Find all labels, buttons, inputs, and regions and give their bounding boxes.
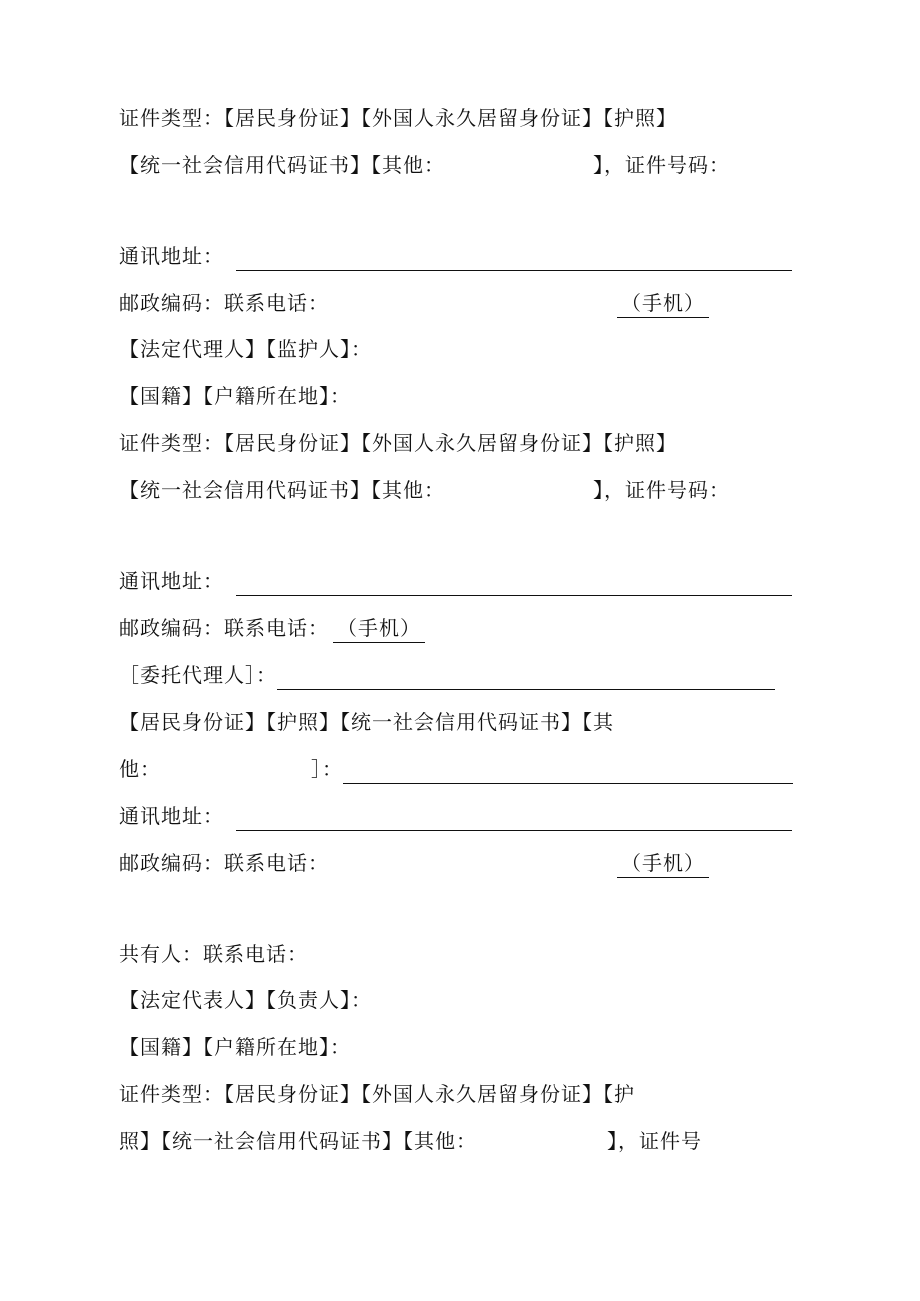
id-type-line-1 bbox=[119, 428, 677, 458]
id-number-label: 】，证件号 bbox=[607, 1129, 702, 1153]
agent-other-label: 他： bbox=[119, 757, 161, 781]
address-field[interactable] bbox=[236, 241, 792, 271]
contact-label: 邮政编码：联系电话： bbox=[119, 616, 329, 640]
other-type-blank[interactable] bbox=[477, 1126, 607, 1156]
id-type-options: 证件类型：【居民身份证】【外国人永久居留身份证】【护 bbox=[119, 1082, 635, 1106]
mobile-field[interactable]: （手机） bbox=[617, 288, 709, 318]
agent-contact-line bbox=[119, 848, 709, 878]
agent-id-number-field[interactable] bbox=[343, 754, 793, 784]
contact-label: 邮政编码：联系电话： bbox=[119, 851, 329, 875]
id-type-other-label: 照】【统一社会信用代码证书】【其他： bbox=[119, 1129, 477, 1153]
contact-line bbox=[119, 288, 709, 318]
legal-representative-label: 【法定代表人】【负责人】： bbox=[119, 988, 372, 1012]
address-line bbox=[119, 241, 792, 271]
agent-id-type-line-1 bbox=[119, 707, 614, 737]
agent-id-type-line-2 bbox=[119, 754, 793, 784]
id-type-line-2 bbox=[119, 475, 730, 505]
agent-label: ［委托代理人］： bbox=[119, 663, 277, 687]
id-number-label: 】，证件号码： bbox=[593, 153, 730, 177]
agent-address-line bbox=[119, 801, 792, 831]
agent-field[interactable] bbox=[277, 660, 775, 690]
other-type-blank[interactable] bbox=[445, 150, 593, 180]
contact-label: 邮政编码：联系电话： bbox=[119, 291, 329, 315]
address-label: 通讯地址： bbox=[119, 569, 224, 593]
mobile-field[interactable]: （手机） bbox=[333, 613, 425, 643]
other-type-blank[interactable] bbox=[445, 475, 593, 505]
address-field[interactable] bbox=[236, 566, 792, 596]
legal-guardian-line bbox=[119, 334, 372, 364]
address-line bbox=[119, 566, 792, 596]
co-owner-line bbox=[119, 939, 308, 969]
agent-line bbox=[119, 660, 775, 690]
agent-id-type-options: 【居民身份证】【护照】【统一社会信用代码证书】【其 bbox=[119, 710, 614, 734]
nationality-line bbox=[119, 1032, 351, 1062]
agent-other-blank[interactable] bbox=[161, 754, 311, 784]
id-type-line-2 bbox=[119, 1126, 702, 1156]
legal-guardian-label: 【法定代理人】【监护人】： bbox=[119, 337, 372, 361]
id-type-line-1 bbox=[119, 1079, 635, 1109]
id-type-other-label: 【统一社会信用代码证书】【其他： bbox=[119, 478, 445, 502]
co-owner-label: 共有人：联系电话： bbox=[119, 942, 308, 966]
id-type-options: 证件类型：【居民身份证】【外国人永久居留身份证】【护照】 bbox=[119, 106, 677, 130]
contact-line bbox=[119, 613, 425, 643]
id-type-line-2 bbox=[119, 150, 730, 180]
legal-representative-line bbox=[119, 985, 372, 1015]
phone-blank[interactable] bbox=[329, 288, 617, 318]
agent-id-number-label: ］： bbox=[311, 757, 343, 781]
id-number-label: 】，证件号码： bbox=[593, 478, 730, 502]
phone-blank[interactable] bbox=[329, 848, 617, 878]
address-label: 通讯地址： bbox=[119, 804, 224, 828]
nationality-label: 【国籍】【户籍所在地】： bbox=[119, 1035, 351, 1059]
address-label: 通讯地址： bbox=[119, 244, 224, 268]
address-field[interactable] bbox=[236, 801, 792, 831]
nationality-line bbox=[119, 381, 351, 411]
id-type-line-1 bbox=[119, 103, 677, 133]
id-type-options: 证件类型：【居民身份证】【外国人永久居留身份证】【护照】 bbox=[119, 431, 677, 455]
nationality-label: 【国籍】【户籍所在地】： bbox=[119, 384, 351, 408]
mobile-field[interactable]: （手机） bbox=[617, 848, 709, 878]
id-type-other-label: 【统一社会信用代码证书】【其他： bbox=[119, 153, 445, 177]
